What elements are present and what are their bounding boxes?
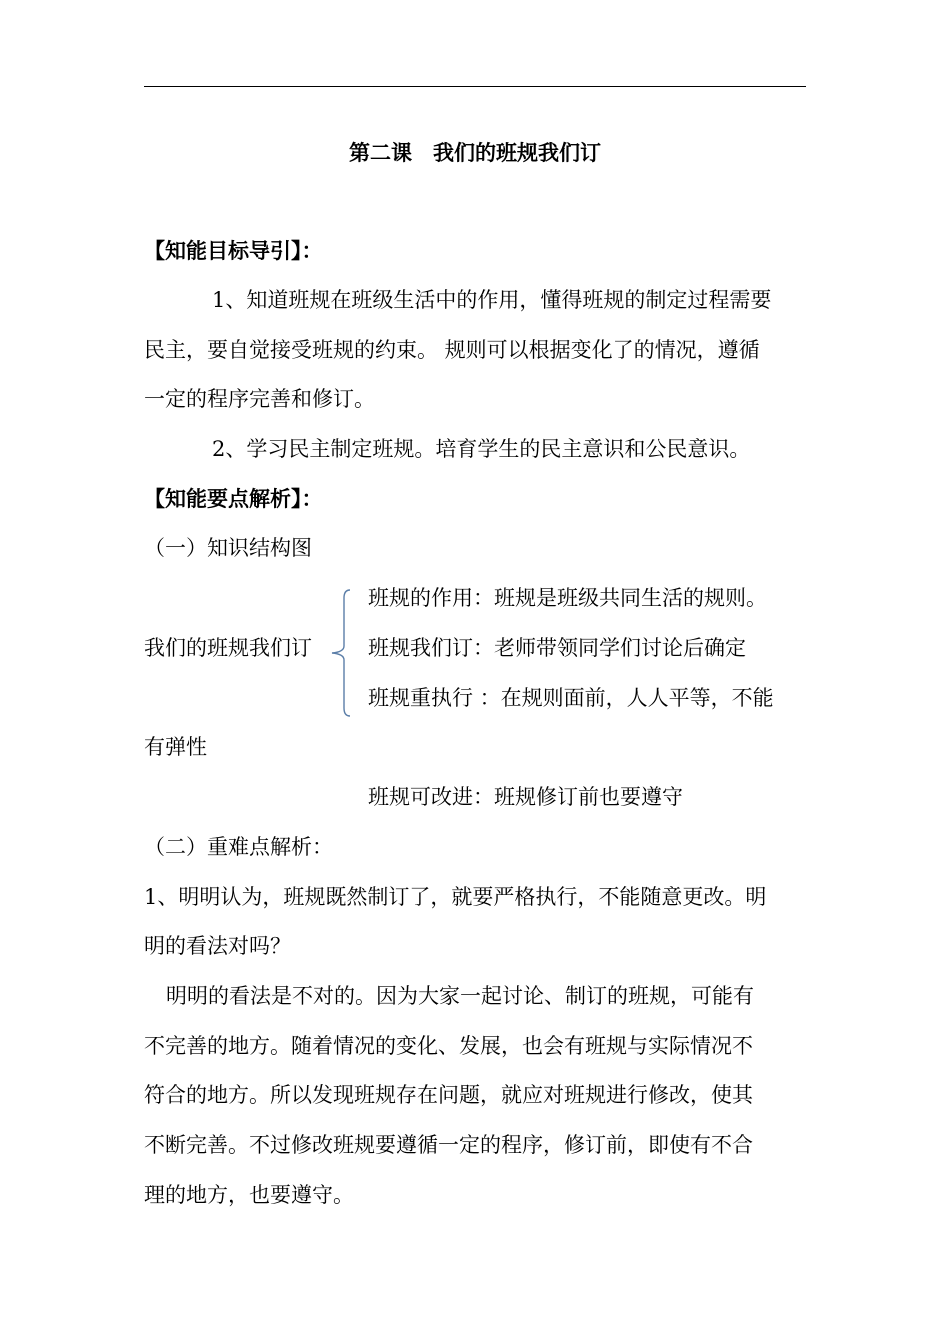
objective-1-line-2: 民主，要自觉接受班规的约束。 规则可以根据变化了的情况，遵循: [144, 338, 760, 362]
objective-2: 2、学习民主制定班规。培育学生的民主意识和公民意识。: [212, 437, 751, 461]
diagram-branch-4: 班规可改进：班规修订前也要遵守: [368, 785, 683, 809]
section-heading-analysis: 【知能要点解析】：: [144, 486, 323, 511]
diagram-branch-2: 班规我们订：老师带领同学们讨论后确定: [368, 636, 746, 660]
diagram-brace: [326, 588, 352, 718]
diagram-branch-3-continued: 有弹性: [144, 735, 207, 759]
answer-1-line-4: 不断完善。不过修改班规要遵循一定的程序，修订前，即使有不合: [144, 1133, 753, 1157]
diagram-branch-3: 班规重执行 ：在规则面前，人人平等，不能: [368, 686, 774, 710]
answer-1-line-2: 不完善的地方。随着情况的变化、发展，也会有班规与实际情况不: [144, 1034, 753, 1058]
question-1-line-2: 明的看法对吗？: [144, 934, 291, 958]
diagram-root: 我们的班规我们订: [144, 636, 312, 660]
objective-1-line-1: 1、知道班规在班级生活中的作用，懂得班规的制定过程需要: [212, 288, 772, 312]
subsection-structure: （一）知识结构图: [144, 536, 312, 560]
question-1-line-1: 1、明明认为，班规既然制订了，就要严格执行，不能随意更改。明: [144, 885, 767, 909]
answer-1-line-1: 明明的看法是不对的。因为大家一起讨论、制订的班规，可能有: [166, 984, 754, 1008]
subsection-key-points: （二）重难点解析：: [144, 835, 333, 859]
objective-1-line-3: 一定的程序完善和修订。: [144, 387, 375, 411]
answer-1-line-5: 理的地方，也要遵守。: [144, 1183, 354, 1207]
section-heading-objectives: 【知能目标导引】：: [144, 238, 323, 263]
diagram-branch-1: 班规的作用：班规是班级共同生活的规则。: [368, 586, 767, 610]
page-title: 第二课 我们的班规我们订: [349, 140, 601, 165]
answer-1-line-3: 符合的地方。所以发现班规存在问题，就应对班规进行修改，使其: [144, 1083, 753, 1107]
header-rule: [144, 86, 806, 87]
